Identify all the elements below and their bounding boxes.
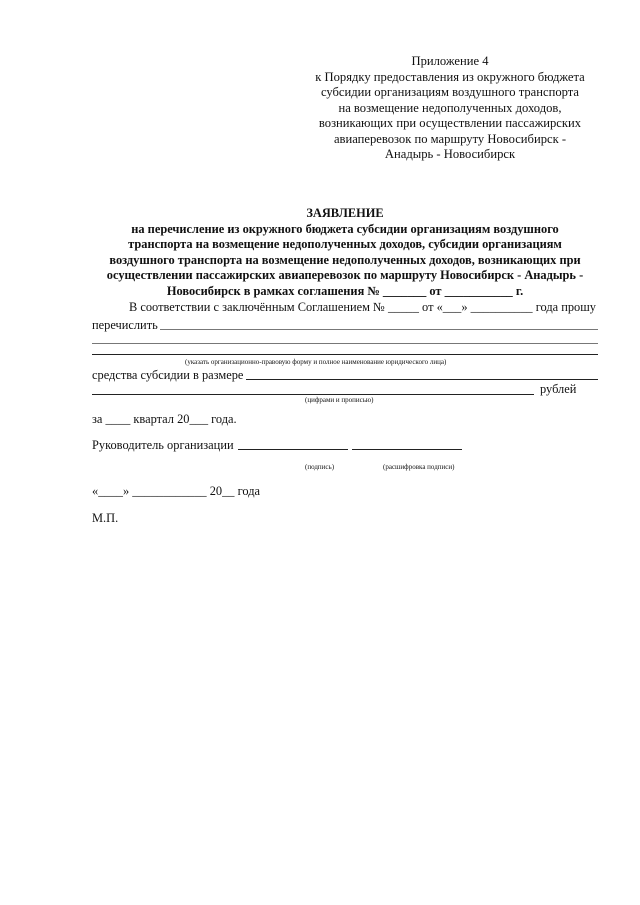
title-line: Новосибирск в рамках соглашения № _______ от ___________ г.	[166, 283, 524, 298]
stamp-placeholder: М.П.	[92, 511, 119, 525]
signature-field-line[interactable]	[238, 449, 348, 450]
title-line: транспорта на возмещение недополученных доходов, субсидии организациям	[128, 237, 562, 252]
org-name-hint: (указать организационно-правовую форму и полное наименование юридического лица)	[185, 358, 447, 366]
title-line: воздушного транспорта на возмещение недополученных доходов, возникающих при	[109, 252, 581, 267]
decoding-field-line[interactable]	[352, 449, 462, 450]
title-line: на перечисление из окружного бюджета субсидии организациям воздушного	[131, 221, 559, 236]
recipient-field-line[interactable]	[160, 329, 598, 330]
appendix-line: авиаперевозок по маршруту Новосибирск -	[333, 131, 567, 146]
recipient-field-line-3[interactable]	[92, 354, 598, 355]
appendix-line: Анадырь - Новосибирск	[384, 147, 516, 161]
title-heading: ЗАЯВЛЕНИЕ	[306, 206, 384, 220]
signature-hint: (подпись)	[305, 463, 335, 471]
amount-field-line[interactable]	[246, 379, 598, 380]
intro-text: В соответствии с заключённым Соглашением № _____ от «___» __________ года прошу	[129, 300, 596, 314]
document-title	[40, 206, 640, 300]
amount-words-line[interactable]	[92, 394, 534, 395]
date-text: «____» ____________ 20__ года	[92, 484, 261, 498]
decoding-hint: (расшифровка подписи)	[383, 463, 455, 471]
appendix-line: на возмещение недополученных доходов,	[338, 100, 562, 115]
quarter-text: за ____ квартал 20___ года.	[92, 412, 237, 426]
appendix-line: субсидии организациям воздушного транспорта	[320, 85, 580, 99]
transfer-label: перечислить	[92, 318, 158, 332]
head-label: Руководитель организации	[92, 438, 234, 452]
appendix-line: к Порядку предоставления из окружного бюджета	[315, 69, 585, 84]
appendix-header	[300, 54, 600, 163]
amount-label: средства субсидии в размере	[92, 368, 244, 382]
currency-label: рублей	[540, 382, 577, 396]
title-line: осуществлении пассажирских авиаперевозок по маршруту Новосибирск - Анадырь -	[106, 268, 584, 283]
appendix-line: возникающих при осуществлении пассажирских	[318, 116, 582, 130]
amount-hint: (цифрами и прописью)	[305, 396, 374, 404]
appendix-line: Приложение 4	[411, 54, 489, 68]
recipient-field-line-2[interactable]	[92, 343, 598, 344]
